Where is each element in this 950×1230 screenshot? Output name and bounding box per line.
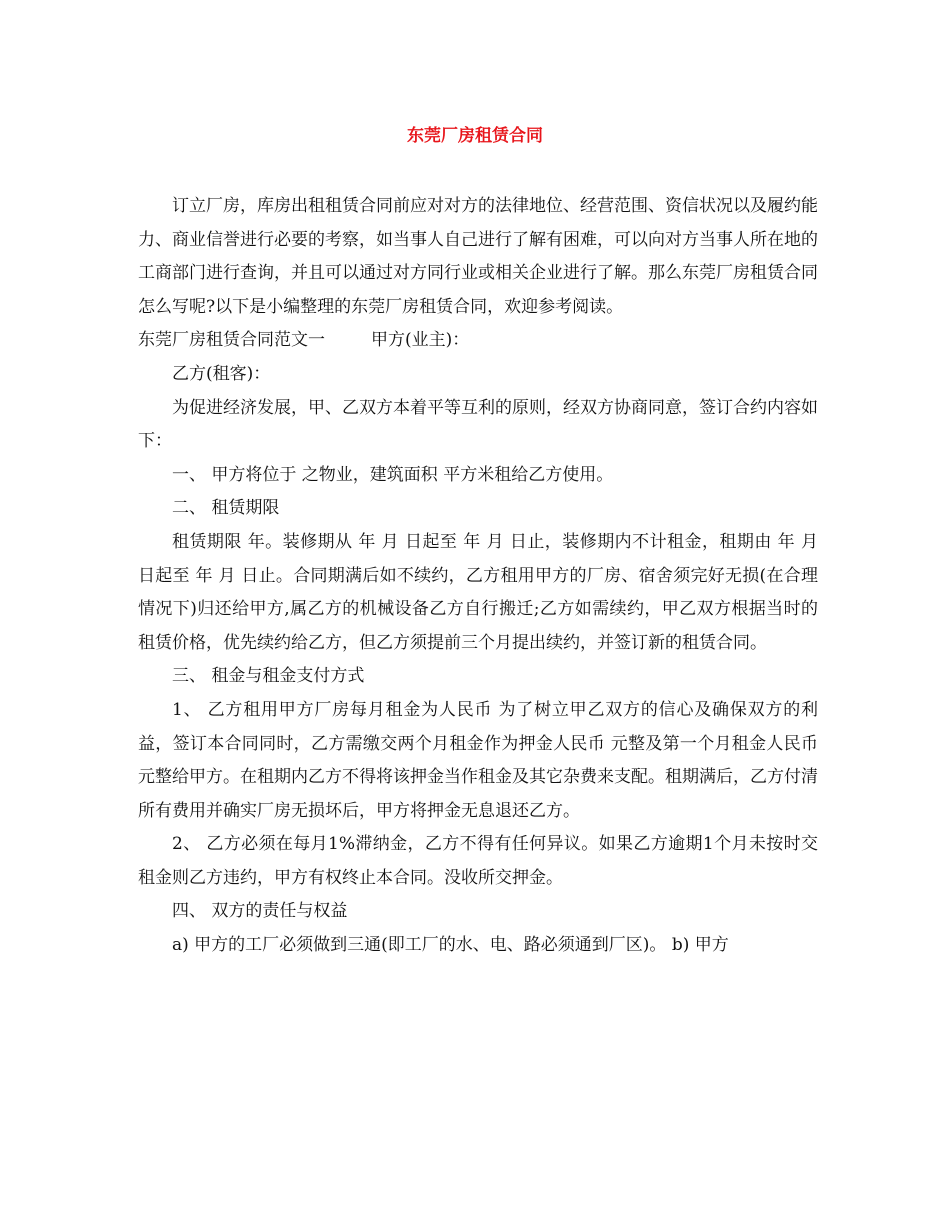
sample-heading-line <box>138 324 818 358</box>
document-body <box>138 190 818 963</box>
sample-heading: 东莞厂房租赁合同范文一 <box>138 330 325 351</box>
clause-1: 一、 甲方将位于 之物业，建筑面积 平方米租给乙方使用。 <box>172 464 614 485</box>
clause-3-item-2: 2、 乙方必须在每月1%滞纳金，乙方不得有任何异议。如果乙方逾期1个月未按时交租金则乙方违约，甲方有权终止本合同。没收所交押金。 <box>138 834 818 888</box>
clause-2-heading: 二、 租赁期限 <box>172 498 280 519</box>
document-title: 东莞厂房租赁合同 <box>407 126 543 146</box>
clause-4-item-a: a) 甲方的工厂必须做到三通(即工厂的水、电、路必须通到厂区)。 b) 甲方 <box>172 935 729 956</box>
party-b-label: 乙方(租客)： <box>172 363 271 384</box>
clause-3-item-1: 1、 乙方租用甲方厂房每月租金为人民币 为了树立甲乙双方的信心及确保双方的利益，签订本合同同时，乙方需缴交两个月租金作为押金人民币 元整及第一个月租金人民币 元整给甲方。在租期内乙方不得将该押金当作租金及其它杂费来支配。租期满后，乙方付清所有费用并确实厂房无损坏后，甲方将押金无息退还乙方。 <box>138 699 818 821</box>
clause-4-heading: 四、 双方的责任与权益 <box>172 901 348 922</box>
clause-3-heading: 三、 租金与租金支付方式 <box>172 666 365 687</box>
preamble-paragraph: 为促进经济发展，甲、乙双方本着平等互利的原则，经双方协商同意，签订合约内容如下： <box>138 397 818 452</box>
intro-paragraph: 订立厂房，库房出租租赁合同前应对对方的法律地位、经营范围、资信状况以及履约能力、商业信誉进行必要的考察，如当事人自己进行了解有困难，可以向对方当事人所在地的工商部门进行查询，并且可以通过对方同行业或相关企业进行了解。那么东莞厂房租赁合同怎么写呢?以下是小编整理的东莞厂房租赁合同，欢迎参考阅读。 <box>138 196 818 317</box>
clause-2-body: 租赁期限 年。装修期从 年 月 日起至 年 月 日止，装修期内不计租金，租期由 年 月 日起至 年 月 日止。合同期满后如不续约，乙方租用甲方的厂房、宿舍须完好无损(在合理情况下)归还给甲方,属乙方的机械设备乙方自行搬迁;乙方如需续约，甲乙双方根据当时的租赁价格，优先续约给乙方，但乙方须提前三个月提出续约，并签订新的租赁合同。 <box>138 531 818 653</box>
party-a-label: 甲方(业主)： <box>371 330 470 351</box>
